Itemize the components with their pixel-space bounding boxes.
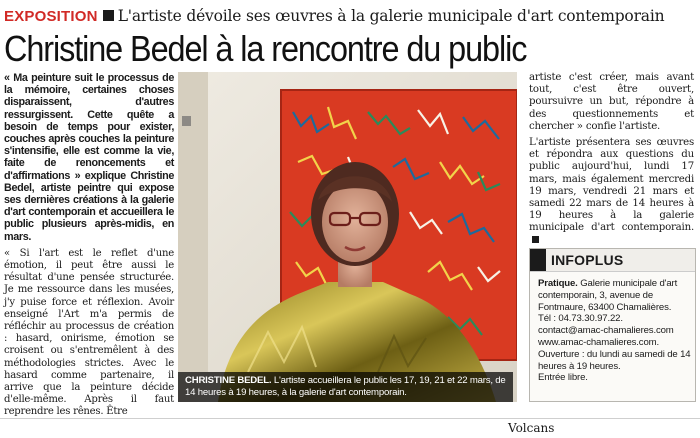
- infoplus-header: [530, 249, 695, 272]
- caption-name: CHRISTINE BEDEL.: [185, 375, 272, 386]
- page-footer: [0, 418, 700, 438]
- section-label: EXPOSITION: [4, 8, 98, 25]
- kicker-subtitle: L'artiste dévoile ses œuvres à la galerie municipale d'art contemporain: [117, 7, 665, 25]
- info-web: www.amac-chamalieres.com.: [538, 336, 660, 348]
- col3-paragraph-2: [529, 137, 694, 247]
- info-address: [538, 278, 691, 313]
- portrait-photo-image: [178, 72, 517, 402]
- info-square-icon: [530, 249, 546, 271]
- square-bullet-icon: [103, 10, 114, 21]
- infoplus-body: [530, 272, 695, 384]
- col3-paragraph-1: artiste c'est créer, mais avant tout, c'est être ouvert, poursuivre un but, répondre à des questionnements et chercher » confie l'artiste.: [529, 72, 694, 132]
- article-column-3: [529, 72, 694, 251]
- info-pratique-label: Pratique.: [538, 278, 578, 289]
- infoplus-box: [529, 248, 696, 402]
- article-column-1: [4, 72, 174, 419]
- article-photo: [178, 72, 517, 402]
- info-entry: Entrée libre.: [538, 372, 588, 384]
- info-hours: Ouverture : du lundi au samedi de 14 heures à 19 heures.: [538, 348, 691, 372]
- article-kicker: [4, 6, 696, 28]
- article-headline: Christine Bedel à la rencontre du public: [4, 28, 527, 69]
- infoplus-title: INFOPLUS: [551, 252, 624, 268]
- info-address-text: Galerie municipale d'art contemporain, 3, avenue de Fontmaure, 63400 Chamalières.: [538, 278, 678, 313]
- info-tel: Tél : 04.73.30.97.22.: [538, 313, 623, 325]
- edition-name: Volcans: [508, 421, 555, 435]
- caption-text: L'artiste accueillera le public les 17, 19, 21 et 22 mars, de 14 heures à 19 heures, à la galerie d'art contemporain.: [185, 375, 506, 398]
- col3-paragraph-2-text: L'artiste présentera ses œuvres et répondra aux questions du public aujourd'hui, lundi 17 mars, mais également mercredi 19 mars, vendredi 21 mars et samedi 22 mars de 14 heures à 19 heures à la galerie municipale d'art contemporain.: [529, 137, 694, 234]
- end-square-icon: [532, 236, 539, 243]
- info-email: contact@amac-chamalieres.com: [538, 325, 674, 337]
- article-lead: « Ma peinture suit le processus de la mémoire, certaines choses disparaissent, d'autres ressurgissent. Cette quête a besoin de temps pour exister, couches après couches la peinture s'intensifie, elle est comme la vie, faite de renoncements et d'affirmations » explique Christine Bedel, artiste peintre qui expose ses dernières créations à la galerie d'art contemporain et accueillera le public plusieurs après-midis, en mars.: [4, 72, 174, 243]
- photo-caption: [178, 372, 513, 402]
- article-body-col1: « Si l'art est le reflet d'une émotion, il peut être aussi le résultat d'une pensée structurée. Je me ressource dans les musées, j'y puise force et réflexion. Avoir enseigné l'Art m'a permis de réfléchir au processus de création : hasard, onirisme, émotion se croisent ou s'entremêlent à des méthodologies strictes. Avec le hasard comme partenaire, il arrive que la peinture décide d'elle-même. Après il faut reprendre les rênes. Être: [4, 247, 174, 418]
